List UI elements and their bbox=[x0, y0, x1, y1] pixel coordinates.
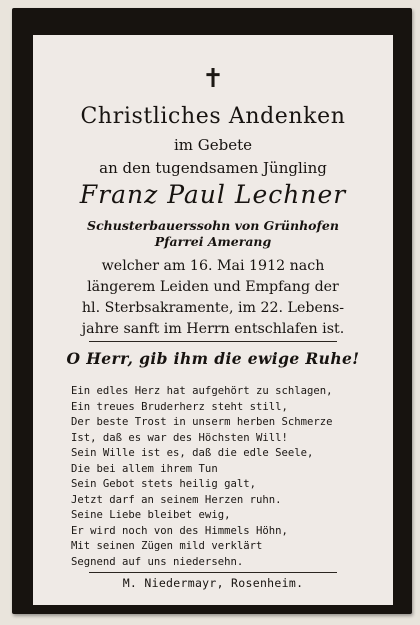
poem-line: Segnend auf uns niedersehn. bbox=[71, 555, 244, 568]
card-paper bbox=[33, 35, 393, 605]
poem-line: Jetzt darf an seinem Herzen ruhn. bbox=[71, 493, 282, 506]
narrative-text bbox=[33, 256, 393, 340]
deceased-name: Franz Paul Lechner bbox=[79, 180, 347, 209]
intro-text: an den tugendsamen Jüngling bbox=[99, 159, 327, 177]
narrative-line: längerem Leiden und Empfang der bbox=[87, 279, 339, 295]
poem-line: Sein Wille ist es, daß die edle Seele, bbox=[71, 447, 314, 459]
poem-line: Die bei allem ihrem Tun bbox=[71, 462, 218, 475]
deceased-origin: Schusterbauerssohn von Grünhofen bbox=[87, 218, 339, 233]
poem-line: Er wird noch von des Himmels Höhn, bbox=[71, 524, 288, 537]
poem-line: Der beste Trost in unserm herben Schmerze bbox=[71, 416, 333, 428]
card-subtitle: im Gebete bbox=[173, 136, 253, 154]
cross-icon: ✝ bbox=[202, 64, 224, 94]
poem-line: Ist, daß es war des Höchsten Will! bbox=[71, 431, 288, 444]
divider-top bbox=[89, 341, 337, 342]
divider-bottom bbox=[89, 572, 337, 573]
deceased-parish: Pfarrei Amerang bbox=[154, 234, 272, 249]
card-title: Christliches Andenken bbox=[80, 104, 346, 129]
memorial-card bbox=[12, 8, 412, 614]
narrative-line: welcher am 16. Mai 1912 nach bbox=[101, 258, 325, 274]
narrative-line: jahre sanft im Herrn entschlafen ist. bbox=[81, 321, 345, 337]
poem-line: Seine Liebe bleibet ewig, bbox=[71, 509, 231, 521]
poem bbox=[71, 384, 333, 570]
prayer-text: O Herr, gib ihm die ewige Ruhe! bbox=[66, 349, 360, 368]
poem-line: Mit seinen Zügen mild verklärt bbox=[71, 540, 263, 552]
poem-line: Sein Gebot stets heilig galt, bbox=[71, 478, 256, 490]
printer-credit: M. Niedermayr, Rosenheim. bbox=[122, 576, 304, 590]
poem-line: Ein edles Herz hat aufgehört zu schlagen, bbox=[71, 385, 333, 397]
narrative-line: hl. Sterbsakramente, im 22. Lebens- bbox=[81, 300, 345, 316]
poem-line: Ein treues Bruderherz steht still, bbox=[71, 400, 288, 413]
